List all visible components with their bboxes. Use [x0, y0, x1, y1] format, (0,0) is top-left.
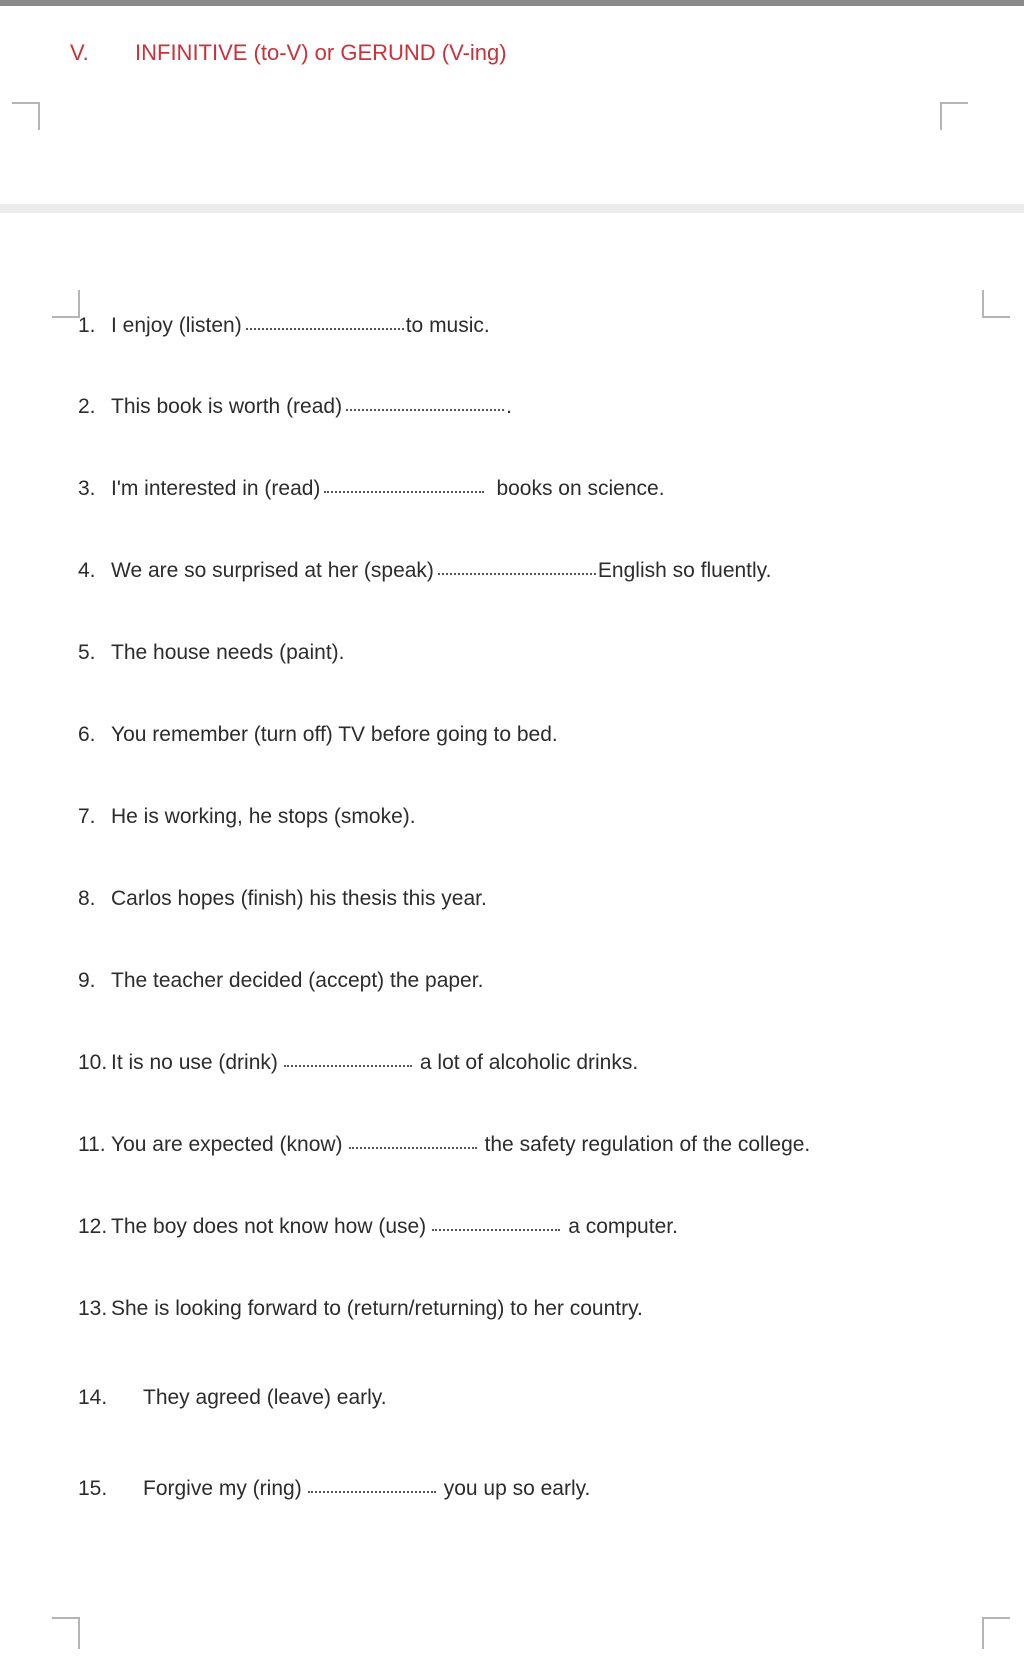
exercise-item: [78, 395, 512, 419]
answer-blank[interactable]: [346, 409, 504, 411]
item-text-after: you up so early.: [443, 1477, 591, 1500]
item-text-before: The boy does not know how (use): [111, 1215, 427, 1238]
item-text-before: It is no use (drink): [111, 1051, 278, 1074]
item-text: He is working, he stops (smoke).: [111, 805, 416, 828]
item-number: 8.: [78, 887, 96, 910]
exercise-item: [78, 805, 416, 829]
exercise-item: [78, 314, 490, 338]
exercise-item: [78, 559, 771, 583]
exercise-item: [78, 1297, 643, 1321]
exercise-item: [78, 1477, 590, 1501]
item-text: Carlos hopes (finish) his thesis this year.: [111, 887, 487, 910]
exercise-item: [78, 477, 665, 501]
item-text-after: the safety regulation of the college.: [484, 1133, 811, 1156]
answer-blank[interactable]: [349, 1147, 477, 1149]
answer-blank[interactable]: [308, 1491, 436, 1493]
item-text-after: to music.: [405, 314, 490, 337]
item-number: 9.: [78, 969, 96, 992]
exercise-item: [78, 1051, 638, 1075]
item-text: The teacher decided (accept) the paper.: [111, 969, 484, 992]
answer-blank[interactable]: [324, 491, 484, 493]
exercise-item: [78, 887, 487, 911]
answer-blank[interactable]: [246, 328, 404, 330]
margin-corner-mark: [982, 290, 1010, 318]
item-number: 3.: [78, 477, 96, 500]
exercise-item: [78, 1386, 387, 1410]
exercise-item: [78, 969, 483, 993]
section-title: INFINITIVE (to-V) or GERUND (V-ing): [135, 40, 507, 65]
item-text-before: This book is worth (read): [111, 395, 343, 418]
item-number: 1.: [78, 314, 96, 337]
item-text-before: Forgive my (ring): [143, 1477, 302, 1500]
item-text: The house needs (paint).: [111, 641, 345, 664]
item-number: 5.: [78, 641, 96, 664]
item-number: 4.: [78, 559, 96, 582]
item-text-before: We are so surprised at her (speak): [111, 559, 434, 582]
item-number: 7.: [78, 805, 96, 828]
item-text-after: a computer.: [568, 1215, 678, 1238]
section-heading: [70, 40, 507, 66]
item-text-after: .: [506, 395, 512, 418]
top-edge-bar: [0, 0, 1024, 6]
margin-corner-mark: [52, 1617, 80, 1649]
section-number: V.: [70, 40, 89, 65]
item-text-before: You are expected (know): [111, 1133, 343, 1156]
item-number: 10.: [78, 1051, 108, 1074]
item-text: You remember (turn off) TV before going to bed.: [111, 723, 558, 746]
item-number: 2.: [78, 395, 96, 418]
margin-corner-mark: [52, 290, 80, 318]
exercise-item: [78, 641, 344, 665]
answer-blank[interactable]: [432, 1229, 560, 1231]
margin-corner-mark: [940, 102, 968, 130]
item-number: 6.: [78, 723, 96, 746]
item-number: 15.: [78, 1477, 108, 1500]
item-text-before: I'm interested in (read): [111, 477, 321, 500]
item-text-before: I enjoy (listen): [111, 314, 242, 337]
item-number: 14.: [78, 1386, 108, 1409]
margin-corner-mark: [982, 1617, 1010, 1649]
item-number: 11.: [78, 1133, 106, 1156]
exercise-item: [78, 723, 558, 747]
item-text-after: English so fluently.: [597, 559, 772, 582]
answer-blank[interactable]: [284, 1065, 412, 1067]
exercise-item: [78, 1215, 678, 1239]
item-text: She is looking forward to (return/returning) to her country.: [111, 1297, 643, 1320]
margin-corner-mark: [12, 102, 40, 130]
item-number: 13.: [78, 1297, 108, 1320]
item-text: They agreed (leave) early.: [143, 1386, 387, 1409]
item-text-after: books on science.: [496, 477, 665, 500]
exercise-item: [78, 1133, 810, 1157]
item-text-after: a lot of alcoholic drinks.: [419, 1051, 639, 1074]
item-number: 12.: [78, 1215, 108, 1238]
answer-blank[interactable]: [438, 573, 596, 575]
page-break: [0, 204, 1024, 213]
